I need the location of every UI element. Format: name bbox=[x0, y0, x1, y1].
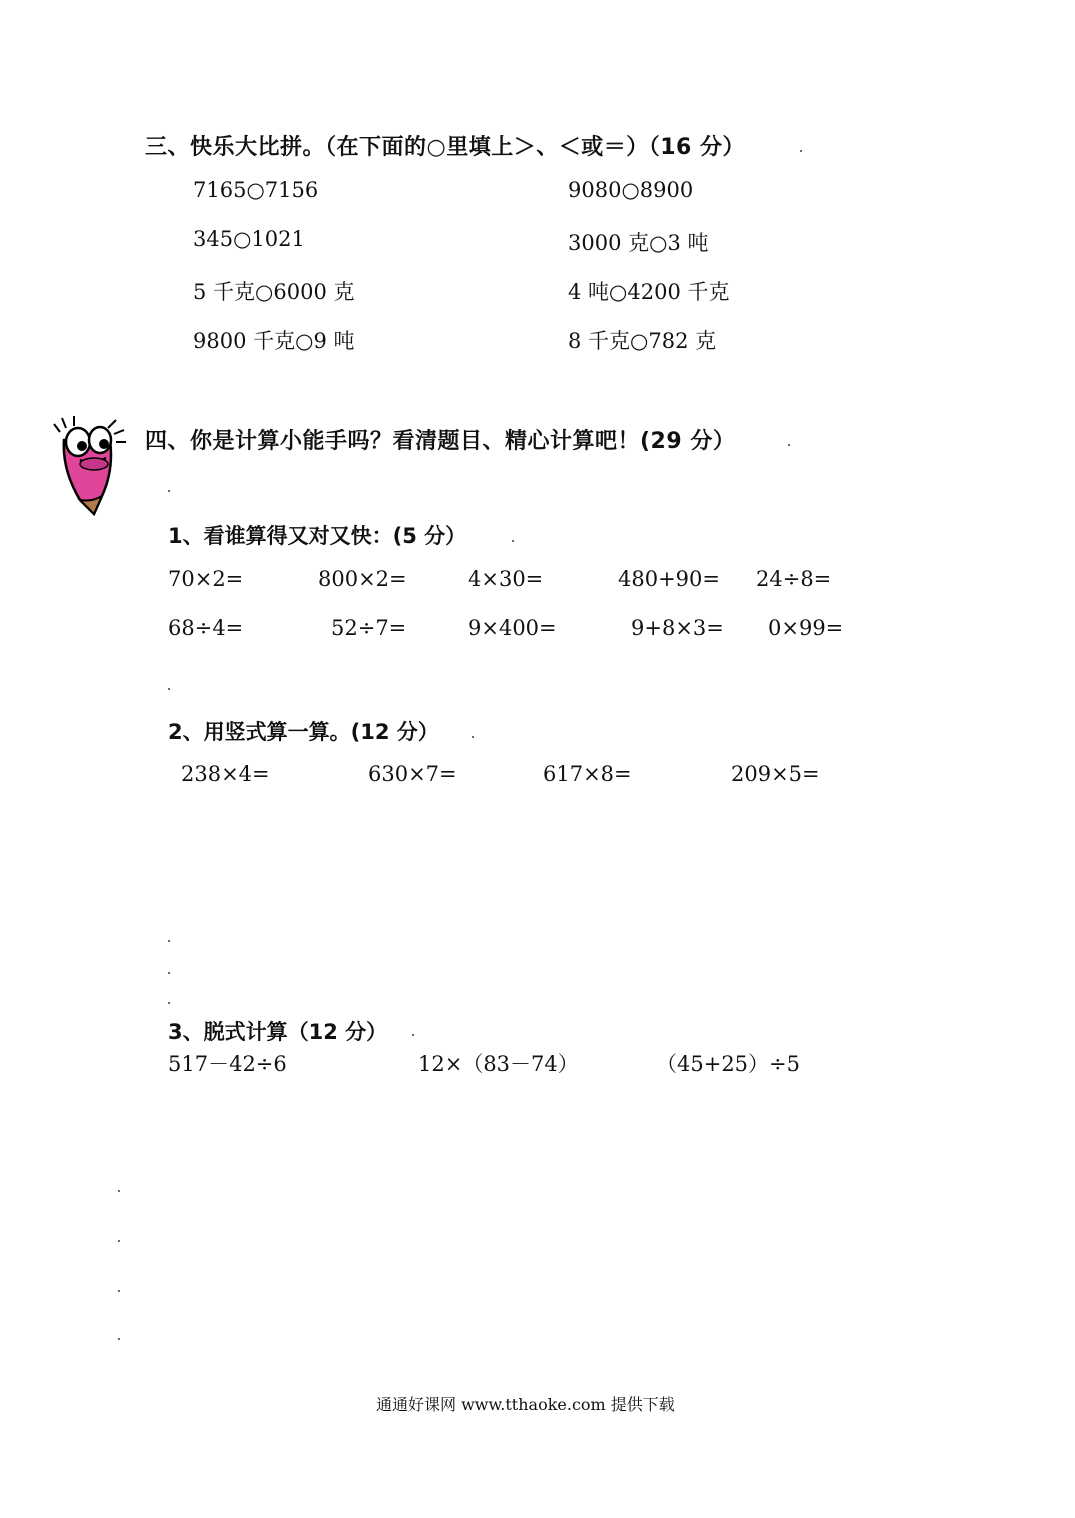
compare-item: 9080○8900 bbox=[568, 178, 694, 202]
compare-item: 345○1021 bbox=[193, 227, 305, 251]
section4-heading: 四、你是计算小能手吗？看清题目、精心计算吧！(29 分） bbox=[145, 429, 736, 454]
stepwise-calc-item: （45+25）÷5 bbox=[656, 1052, 800, 1076]
stepwise-calc-item: 517－42÷6 bbox=[168, 1052, 287, 1076]
compare-item: 9800 千克○9 吨 bbox=[193, 329, 355, 353]
scan-dot bbox=[168, 688, 170, 690]
compare-item: 7165○7156 bbox=[193, 178, 319, 202]
calc-item: 70×2= bbox=[168, 567, 244, 591]
vertical-calc-item: 209×5= bbox=[731, 762, 820, 786]
pencil-mascot-icon bbox=[50, 410, 140, 520]
scan-dot bbox=[118, 1338, 120, 1340]
section3-heading: 三、快乐大比拼。（在下面的○里填上＞、＜或＝）（16 分） bbox=[145, 135, 745, 160]
scan-dot bbox=[118, 1240, 120, 1242]
scan-dot bbox=[168, 1002, 170, 1004]
calc-item: 52÷7= bbox=[331, 616, 407, 640]
calc-item: 68÷4= bbox=[168, 616, 244, 640]
calc-item: 24÷8= bbox=[756, 567, 832, 591]
vertical-calc-item: 617×8= bbox=[543, 762, 632, 786]
scan-dot bbox=[118, 1190, 120, 1192]
scan-dot bbox=[168, 940, 170, 942]
calc-item: 0×99= bbox=[768, 616, 844, 640]
scan-dot bbox=[472, 736, 474, 738]
part3-title: 3、脱式计算（12 分） bbox=[168, 1020, 388, 1044]
vertical-calc-item: 630×7= bbox=[368, 762, 457, 786]
part2-title: 2、用竖式算一算。(12 分） bbox=[168, 720, 439, 744]
calc-item: 480+90= bbox=[618, 567, 720, 591]
stepwise-calc-item: 12×（83－74） bbox=[418, 1052, 579, 1076]
compare-item: 8 千克○782 克 bbox=[568, 329, 717, 353]
compare-item: 4 吨○4200 千克 bbox=[568, 280, 730, 304]
calc-item: 9×400= bbox=[468, 616, 557, 640]
scan-dot bbox=[788, 444, 790, 446]
compare-item: 5 千克○6000 克 bbox=[193, 280, 355, 304]
scan-dot bbox=[412, 1034, 414, 1036]
scan-dot bbox=[512, 540, 514, 542]
compare-item: 3000 克○3 吨 bbox=[568, 231, 709, 255]
scan-dot bbox=[168, 490, 170, 492]
calc-item: 9+8×3= bbox=[631, 616, 724, 640]
scan-dot bbox=[118, 1290, 120, 1292]
calc-item: 800×2= bbox=[318, 567, 407, 591]
footer-text: 通通好课网 www.tthaoke.com 提供下载 bbox=[376, 1395, 675, 1414]
part1-title: 1、看谁算得又对又快：(5 分） bbox=[168, 524, 467, 548]
calc-item: 4×30= bbox=[468, 567, 544, 591]
vertical-calc-item: 238×4= bbox=[181, 762, 270, 786]
scan-dot bbox=[800, 150, 802, 152]
scan-dot bbox=[168, 972, 170, 974]
